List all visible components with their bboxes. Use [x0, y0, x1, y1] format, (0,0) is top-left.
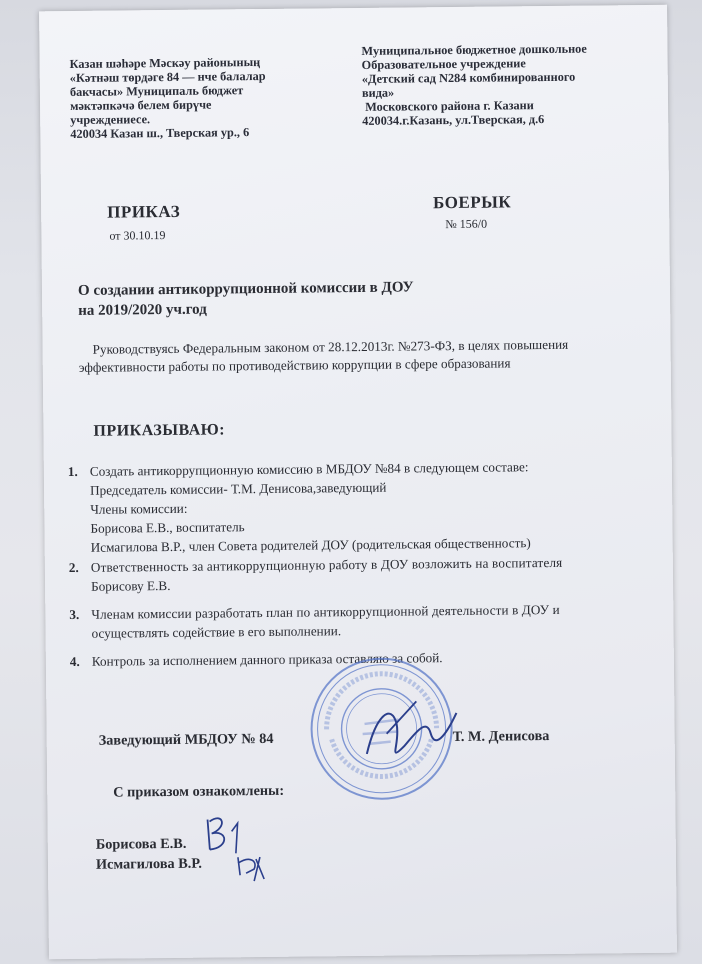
order-items	[68, 457, 660, 683]
header-left-line: «Кәтнәш төрдәге 84 — нче балалар	[69, 68, 266, 85]
handwritten-signature-icon	[197, 809, 278, 890]
acquainted-name-2: Исмагилова В.Р.	[95, 855, 202, 873]
item-line: Члены комиссии:	[90, 500, 188, 517]
item-line: Контроль за исполнением данного приказа оставляю за собой.	[91, 650, 443, 669]
header-right-line: вида»	[361, 85, 395, 100]
document-page	[39, 5, 677, 960]
header-right-line: Муниципальное бюджетное дошкольное	[361, 41, 587, 58]
item-line: Ответственность за антикоррупционную работу в ДОУ возложить на воспитателя	[90, 554, 563, 575]
acquainted-title: С приказом ознакомлены:	[113, 782, 285, 801]
order-word: ПРИКАЗЫВАЮ:	[93, 421, 226, 440]
doc-number: № 156/0	[445, 216, 488, 232]
doc-title-tt: БОЕРЫК	[432, 192, 512, 213]
preamble-line: Руководствуясь Федеральным законом от 28.12.2013г. №273-ФЗ, в целях повышения	[92, 336, 569, 357]
signature-position: Заведующий МБДОУ № 84	[98, 730, 274, 749]
subject-line: О создании антикоррупционной комиссии в ДОУ	[77, 279, 414, 299]
header-right	[361, 42, 587, 128]
item-line: Создать антикоррупционную комиссию в МБДОУ №84 в следующем составе:	[89, 459, 529, 479]
header-left-line: мәктәпкәчә белем бирүче	[69, 97, 212, 113]
header-right-line: 420034.г.Казань, ул.Тверская, д.6	[362, 112, 545, 128]
item-number: 2.	[68, 559, 79, 576]
item-line: осуществлять содействие в его выполнении.	[91, 623, 342, 641]
item-line: Исмагилова В.Р., член Совета родителей ДОУ (родительская общественность)	[90, 535, 531, 555]
item-line: Борисову Е.В.	[90, 577, 171, 594]
doc-title-ru: ПРИКАЗ	[107, 201, 181, 222]
signature-name: Т. М. Денисова	[452, 728, 550, 746]
preamble-line: эффективности работы по противодействию коррупции в сфере образования	[78, 355, 511, 375]
item-number: 1.	[67, 463, 78, 480]
item-number: 3.	[69, 606, 80, 623]
preamble	[79, 336, 569, 377]
header-left-line: 420034 Казан ш., Тверская ур., 6	[70, 125, 250, 141]
header-left	[70, 55, 267, 141]
header-right-line: Образовательное учреждение	[361, 56, 526, 72]
acquainted-name-1: Борисова Е.В.	[95, 835, 187, 853]
header-left-line: Казан шәһәре Мәскәу районының	[69, 55, 261, 71]
signature-icon	[356, 693, 467, 774]
header-left-line: бакчасы» Муниципаль бюджет	[69, 83, 244, 99]
header-right-line: «Детский сад N284 комбинированного	[361, 69, 576, 86]
item-number: 4.	[69, 653, 80, 670]
acquainted-signatures	[197, 809, 278, 895]
item-line: Борисова Е.В., воспитатель	[90, 519, 245, 536]
subject-line: на 2019/2020 уч.год	[78, 301, 207, 319]
director-signature	[356, 693, 467, 779]
subject	[78, 277, 414, 321]
item-line: Членам комиссии разработать план по антикоррупционной деятельности в ДОУ и	[91, 601, 560, 622]
doc-date: от 30.10.19	[109, 228, 166, 243]
order-item	[67, 457, 658, 555]
header-right-line: Московского района г. Казани	[361, 98, 534, 114]
item-line: Председатель комиссии- Т.М. Денисова,заведующий	[89, 479, 387, 498]
header-left-line: учреждениесе.	[70, 112, 151, 127]
